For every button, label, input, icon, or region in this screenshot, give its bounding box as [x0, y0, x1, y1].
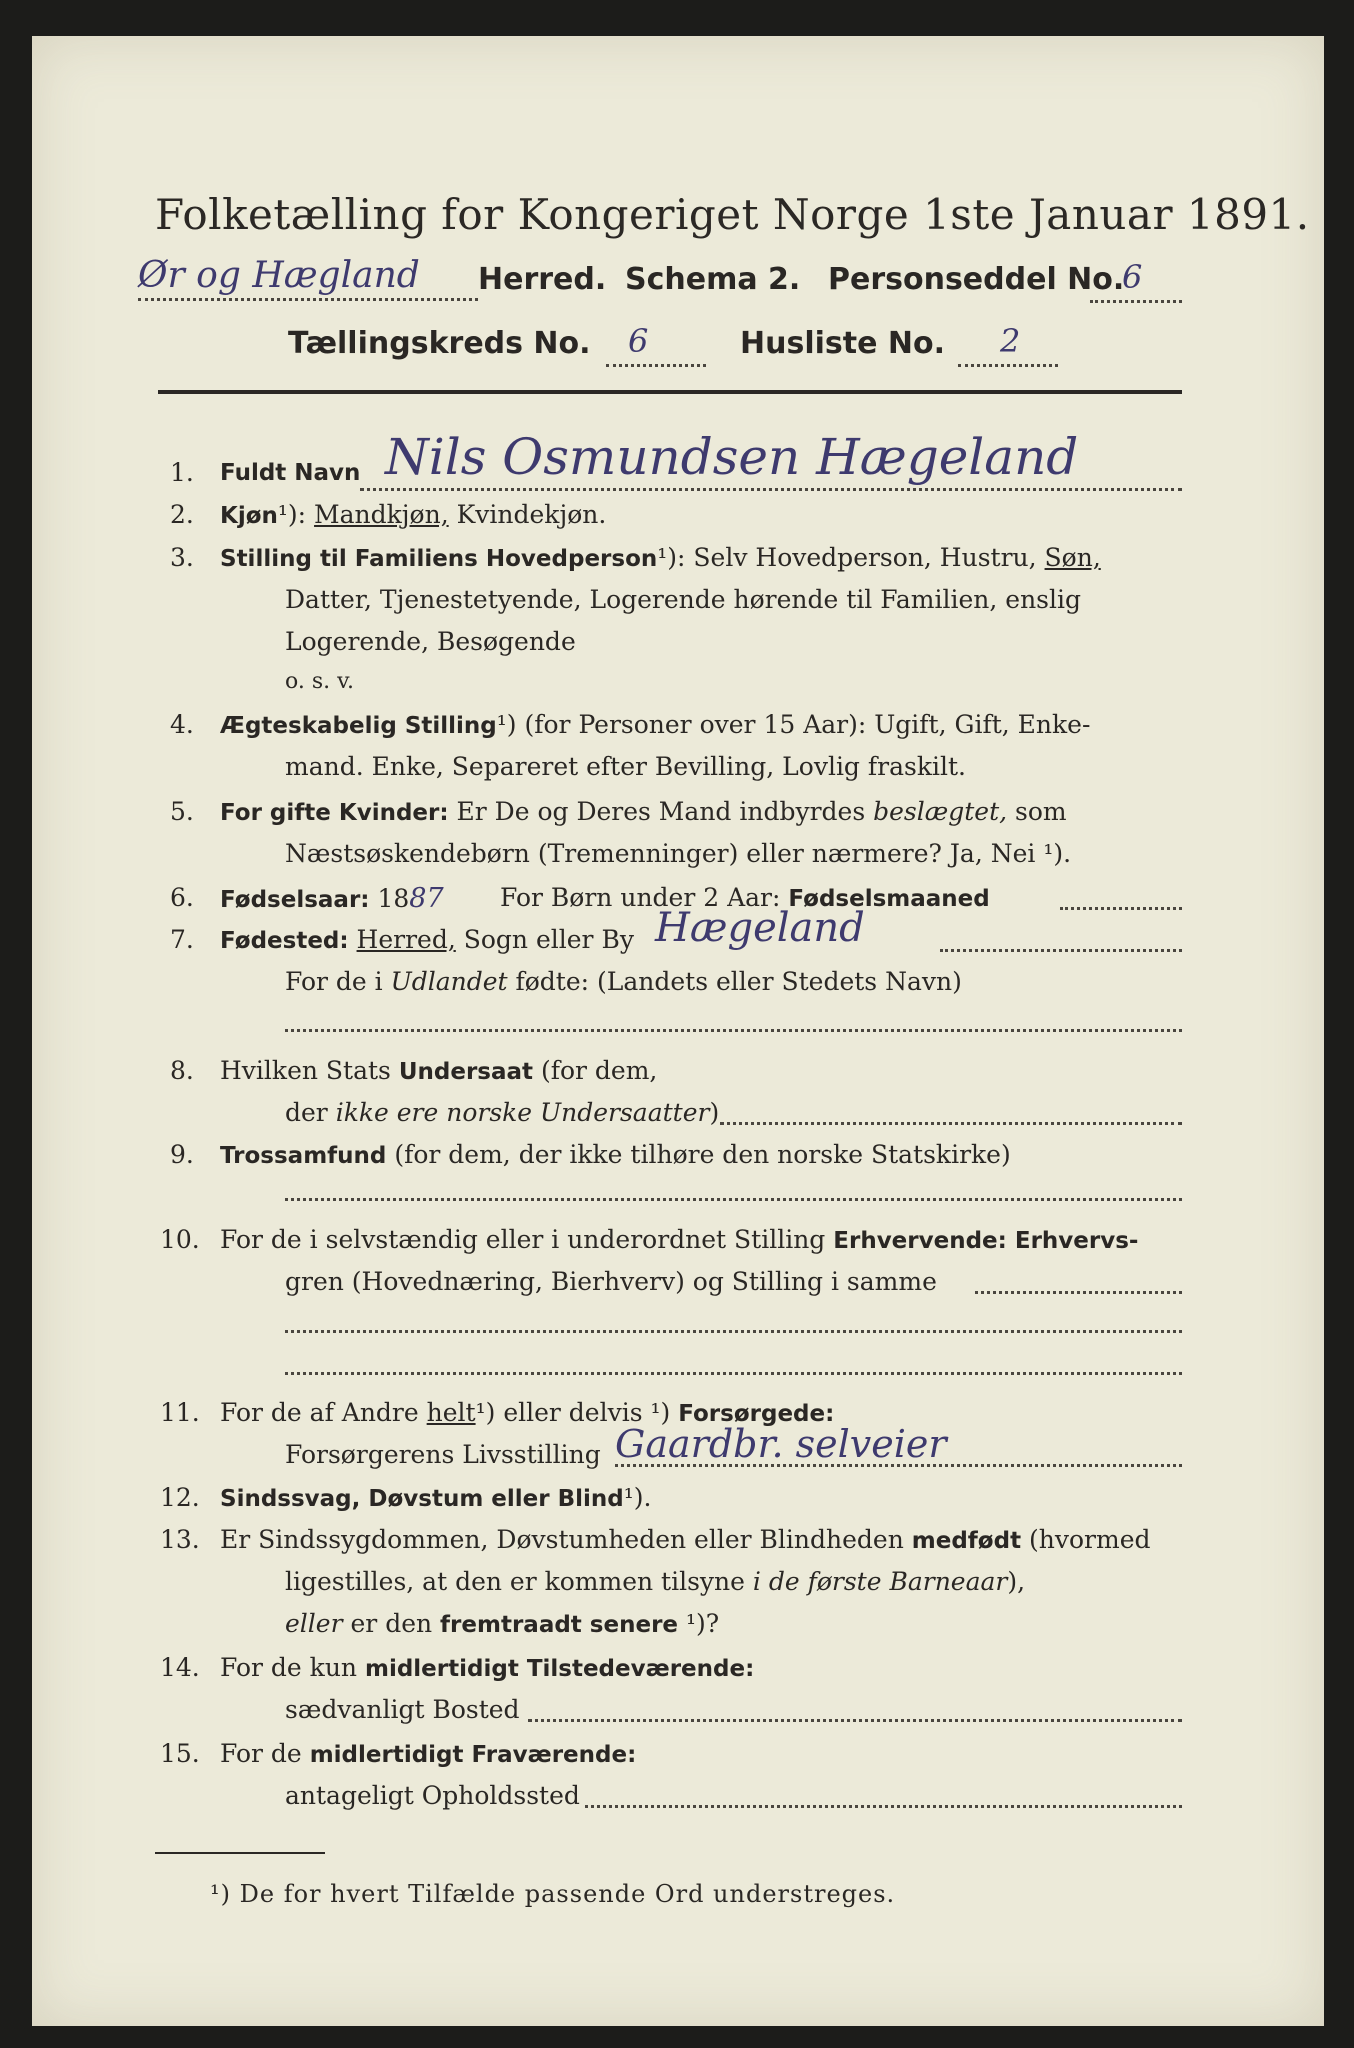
family-position-options: Selv Hovedperson, Hustru,: [693, 543, 1037, 572]
marital-status-options: (for Personer over 15 Aar): Ugift, Gift, Enke-: [524, 710, 1091, 739]
religion-line: [220, 1140, 1011, 1169]
birthplace-dotted-line: [940, 949, 1182, 952]
citizenship-dotted-line: [720, 1122, 1182, 1125]
form-title: Folketælling for Kongeriget Norge 1ste Januar 1891.: [155, 190, 1310, 239]
temp-present-label: midlertidigt Tilstedeværende:: [364, 1656, 755, 1682]
congenital-text-4: ),: [1007, 1567, 1026, 1596]
footnote-divider: [155, 1852, 325, 1854]
congenital-text: Er Sindssygdommen, Døvstumheden eller Blindheden: [220, 1525, 904, 1554]
item-number: 3.: [170, 543, 194, 572]
disability-line: [220, 1483, 652, 1512]
temp-present-text: For de kun: [220, 1653, 358, 1682]
disability-label: Sindssvag, Døvstum eller Blind: [220, 1486, 624, 1512]
item-number: 4.: [170, 710, 194, 739]
item-number: 8.: [170, 1056, 194, 1085]
birth-year-label: Fødselsaar:: [220, 887, 370, 913]
congenital-italic-2: eller: [285, 1609, 343, 1638]
probable-residence-dotted-line: [585, 1805, 1182, 1808]
citizenship-label: Undersaat: [398, 1059, 534, 1085]
birthplace-label: Fødested:: [220, 928, 349, 954]
probable-residence-label: antageligt Opholdssted: [285, 1781, 580, 1810]
husliste-dotted-line: [958, 364, 1058, 367]
item-number: 13.: [160, 1525, 200, 1554]
item-number: 9.: [170, 1140, 194, 1169]
under-two-label: For Børn under 2 Aar:: [500, 883, 781, 912]
birthplace-selected: Herred,: [356, 925, 456, 954]
abroad-text: For de i: [285, 967, 383, 996]
later-onset-label: fremtraadt senere: [440, 1612, 679, 1638]
married-women-line: [220, 797, 1067, 826]
occupation-dotted-line-3: [285, 1372, 1182, 1375]
family-position-options-2: Datter, Tjenestetyende, Logerende hørende til Familien, enslig: [285, 585, 1082, 614]
related-word: beslægtet,: [873, 797, 1008, 826]
personseddel-number: 6: [1122, 258, 1143, 296]
citizenship-text-2: (for dem,: [540, 1056, 658, 1085]
citizenship-text-3: der: [285, 1098, 328, 1127]
footnote-ref: ¹):: [277, 500, 307, 529]
citizenship-text: Hvilken Stats: [220, 1056, 391, 1085]
family-position-line: [220, 543, 1101, 572]
footnote: ¹) De for hvert Tilfælde passende Ord understreges.: [210, 1880, 896, 1908]
birth-year-value: 87: [409, 883, 444, 914]
item-number: 7.: [170, 925, 194, 954]
full-name-label: Fuldt Navn: [220, 460, 361, 486]
citizenship-paren: ): [709, 1098, 720, 1127]
married-women-question-2: Næstsøskendebørn (Tremenninger) eller nærmere? Ja, Nei ¹).: [285, 839, 1072, 868]
family-position-selected: Søn,: [1044, 543, 1101, 572]
occupation-label: Erhvervende: Erhvervs-: [833, 1228, 1139, 1254]
temp-absent-text: For de: [220, 1739, 302, 1768]
supported-text-2: ¹) eller delvis ¹): [475, 1398, 671, 1427]
footnote-ref: ¹)?: [685, 1609, 720, 1638]
religion-label: Trossamfund: [220, 1143, 387, 1169]
footnote-ref: ¹): [496, 710, 517, 739]
item-number: 6.: [170, 883, 194, 912]
temp-present-line: [220, 1653, 754, 1682]
personseddel-dotted-line: [1090, 300, 1182, 303]
birth-month-dotted-line: [1060, 907, 1182, 910]
item-number: 14.: [160, 1653, 200, 1682]
husliste-label: Husliste No.: [740, 326, 945, 361]
taellingskreds-label: Tællingskreds No.: [288, 326, 591, 361]
item-number: 12.: [160, 1483, 200, 1512]
occupation-text: For de i selvstændig eller i underordnet Stilling: [220, 1225, 826, 1254]
citizenship-line: [220, 1056, 657, 1085]
family-position-options-3: Logerende, Besøgende: [285, 627, 576, 656]
congenital-label: medfødt: [911, 1528, 1022, 1554]
gender-line: [220, 500, 606, 529]
congenital-line-3: [285, 1609, 719, 1638]
birth-year-prefix: 18: [377, 884, 410, 913]
birthplace-options: Sogn eller By: [463, 925, 634, 954]
family-position-label: Stilling til Familiens Hovedperson: [220, 546, 658, 572]
birthplace-value: Hægeland: [655, 905, 865, 951]
congenital-line: [220, 1525, 1151, 1554]
religion-dotted-line: [285, 1198, 1182, 1201]
occupation-text-2: gren (Hovednæring, Bierhverv) og Stilling i samme: [285, 1267, 937, 1296]
item-number: 11.: [160, 1398, 200, 1427]
abroad-dotted-line: [285, 1029, 1182, 1032]
occupation-dotted-line: [975, 1291, 1182, 1294]
provider-dotted-line: [615, 1464, 1182, 1467]
congenital-line-2: [285, 1567, 1025, 1596]
supported-label: Forsørgede:: [678, 1401, 835, 1427]
family-position-etc: o. s. v.: [285, 669, 354, 694]
abroad-text-2: fødte: (Landets eller Stedets Navn): [515, 967, 962, 996]
birth-month-label: Fødselsmaaned: [788, 886, 990, 912]
gender-selected: Mandkjøn,: [314, 500, 449, 529]
gender-label: Kjøn: [220, 503, 278, 529]
provider-occupation-value: Gaardbr. selveier: [615, 1422, 947, 1466]
provider-occupation-label: Forsørgerens Livsstilling: [285, 1440, 601, 1469]
header-divider: [158, 390, 1182, 394]
occupation-line: [220, 1225, 1138, 1254]
supported-text: For de af Andre: [220, 1398, 419, 1427]
item-number: 10.: [160, 1225, 200, 1254]
herred-handwritten: Ør og Hægland: [138, 255, 420, 296]
personseddel-label: Personseddel No.: [828, 262, 1125, 297]
birthplace-line: [220, 925, 634, 954]
usual-residence-dotted-line: [528, 1719, 1182, 1722]
married-women-question: Er De og Deres Mand indbyrdes: [456, 797, 866, 826]
footnote-ref: ¹).: [623, 1483, 652, 1512]
taellingskreds-number: 6: [628, 322, 649, 360]
congenital-italic: i de første Barneaar: [752, 1567, 1008, 1596]
usual-residence-label: sædvanligt Bosted: [285, 1695, 520, 1724]
married-women-label: For gifte Kvinder:: [220, 800, 449, 826]
item-number: 5.: [170, 797, 194, 826]
marital-status-line: [220, 710, 1090, 739]
full-name-value: Nils Osmundsen Hægeland: [385, 428, 1079, 486]
herred-dotted-line: [138, 298, 478, 301]
marital-status-label: Ægteskabelig Stilling: [220, 713, 497, 739]
item-number: 15.: [160, 1739, 200, 1768]
item-number: 1.: [170, 458, 194, 487]
abroad-italic: Udlandet: [390, 967, 508, 996]
supported-selected: helt: [426, 1398, 476, 1427]
congenital-text-5: er den: [350, 1609, 433, 1638]
herred-label: Herred.: [478, 262, 607, 297]
religion-text: (for dem, der ikke tilhøre den norske Statskirke): [394, 1140, 1011, 1169]
husliste-number: 2: [1000, 322, 1021, 360]
footnote-ref: ¹):: [657, 543, 686, 572]
temp-absent-line: [220, 1739, 636, 1768]
marital-status-options-2: mand. Enke, Separeret efter Bevilling, Lovlig fraskilt.: [285, 752, 966, 781]
married-women-question-end: som: [1015, 797, 1067, 826]
temp-absent-label: midlertidigt Fraværende:: [309, 1742, 637, 1768]
occupation-dotted-line-2: [285, 1330, 1182, 1333]
congenital-text-2: (hvormed: [1029, 1525, 1151, 1554]
congenital-text-3: ligestilles, at den er kommen tilsyne: [285, 1567, 745, 1596]
taellingskreds-dotted-line: [606, 364, 706, 367]
gender-other-option: Kvindekjøn.: [448, 500, 607, 529]
item-number: 2.: [170, 500, 194, 529]
birth-year-line: [220, 883, 444, 914]
citizenship-italic: ikke ere norske Undersaatter: [335, 1098, 710, 1127]
schema-label: Schema 2.: [625, 262, 801, 297]
citizenship-line-2: [285, 1098, 719, 1127]
abroad-line: [285, 967, 962, 996]
full-name-dotted-line: [360, 488, 1182, 491]
